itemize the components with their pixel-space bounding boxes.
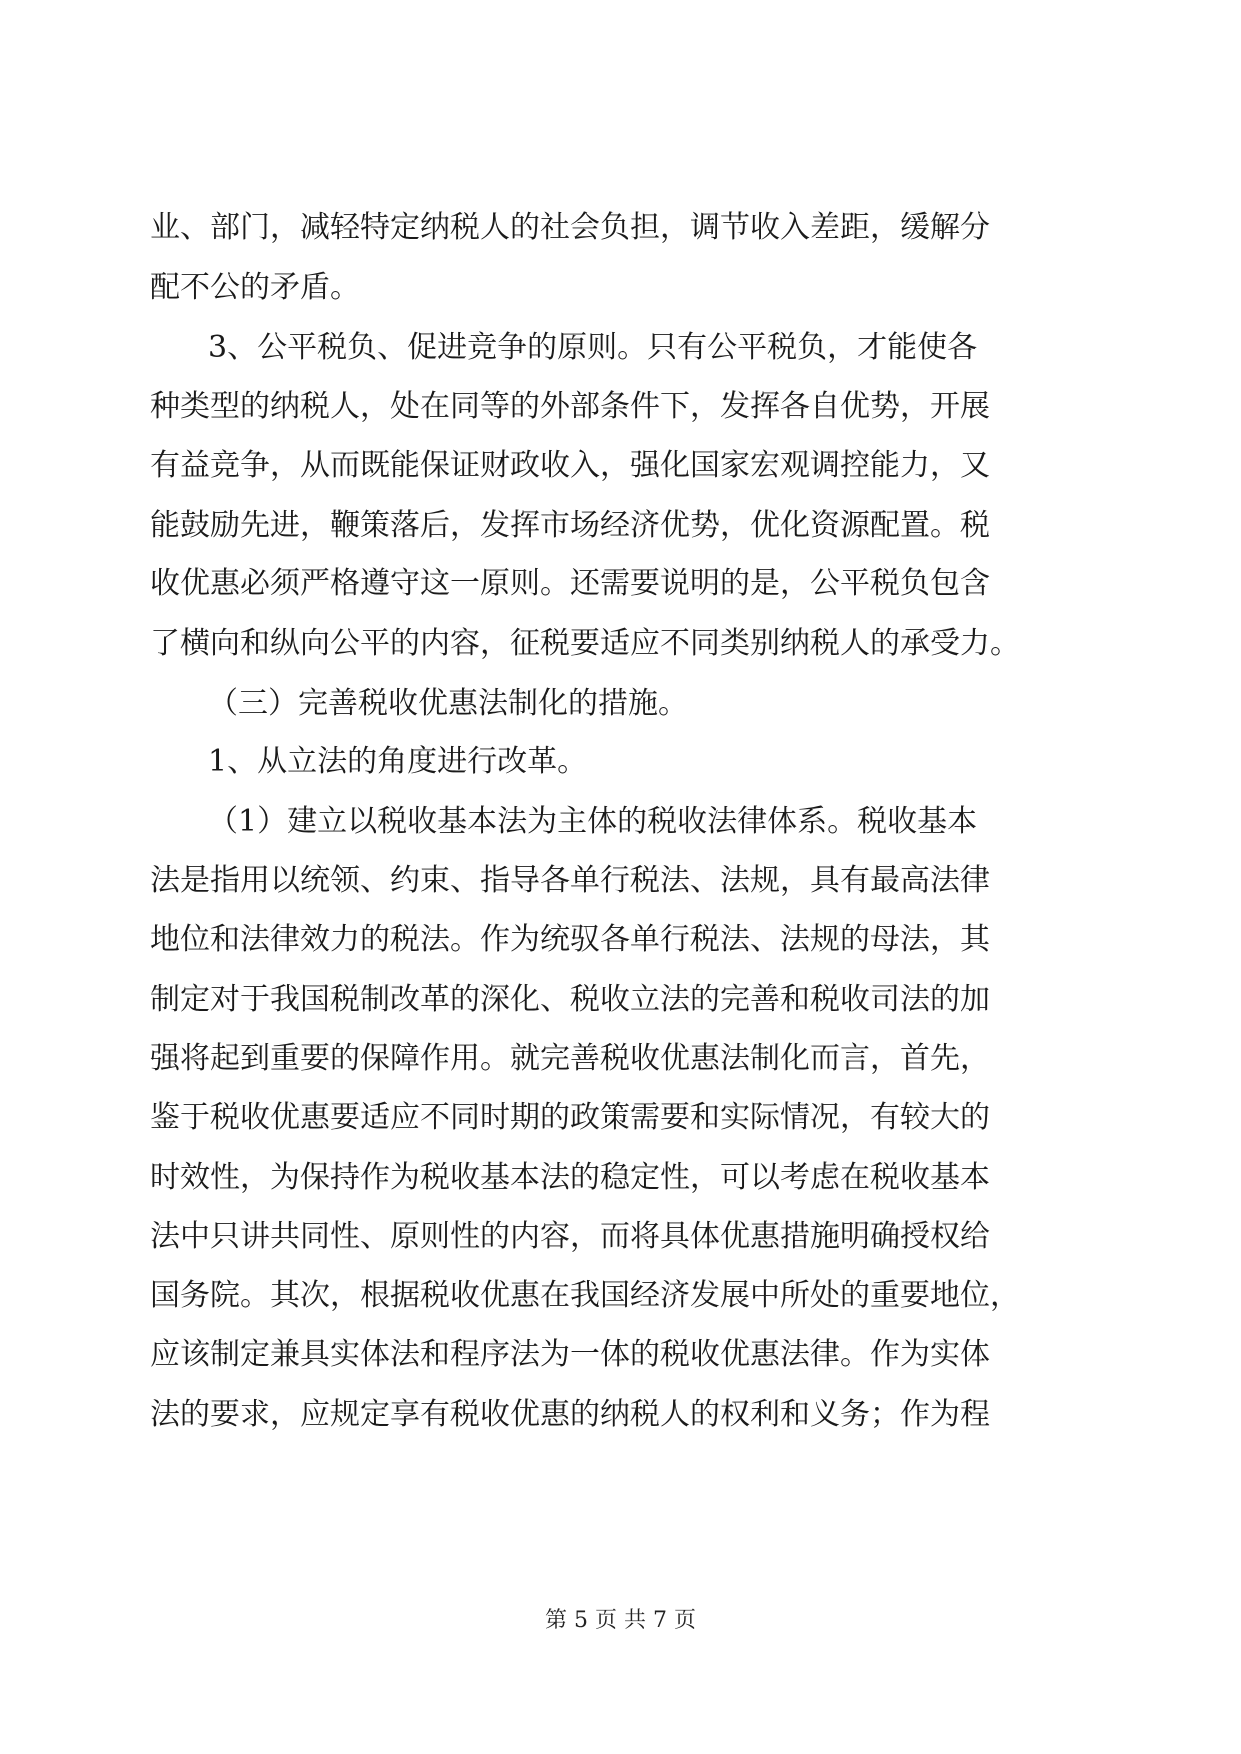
text-line — [0, 624, 1241, 664]
line-text: 收优惠必须严格遵守这一原则。还需要说明的是，公平税负包含 — [150, 566, 990, 601]
line-text: 法的要求，应规定享有税收优惠的纳税人的权利和义务；作为程 — [150, 1397, 990, 1432]
line-text: 应该制定兼具实体法和程序法为一体的税收优惠法律。作为实体 — [150, 1337, 990, 1372]
text-line — [0, 920, 1241, 960]
text-line — [0, 506, 1241, 546]
text-line — [0, 1395, 1241, 1435]
line-text: 地位和法律效力的税法。作为统驭各单行税法、法规的母法，其 — [150, 922, 990, 957]
line-text: （1）建立以税收基本法为主体的税收法律体系。税收基本 — [208, 804, 978, 839]
text-line — [0, 328, 1241, 368]
text-line — [0, 802, 1241, 842]
text-line — [0, 268, 1241, 308]
text-line — [0, 1158, 1241, 1198]
text-line — [0, 1276, 1241, 1316]
line-text: 法中只讲共同性、原则性的内容，而将具体优惠措施明确授权给 — [150, 1219, 990, 1254]
line-text: 国务院。其次，根据税收优惠在我国经济发展中所处的重要地位， — [150, 1278, 1020, 1313]
text-line — [0, 1335, 1241, 1375]
line-text: 3、公平税负、促进竞争的原则。只有公平税负，才能使各 — [208, 330, 978, 365]
text-line — [0, 564, 1241, 604]
line-text: 1、从立法的角度进行改革。 — [208, 744, 588, 779]
page-footer — [0, 1606, 1241, 1636]
text-line — [0, 387, 1241, 427]
text-line — [0, 980, 1241, 1020]
line-text: 种类型的纳税人，处在同等的外部条件下，发挥各自优势，开展 — [150, 389, 990, 424]
line-text: 了横向和纵向公平的内容，征税要适应不同类别纳税人的承受力。 — [150, 626, 1020, 661]
text-line — [0, 861, 1241, 901]
page-number: 第 5 页 共 7 页 — [545, 1608, 696, 1633]
section-heading — [0, 684, 1241, 724]
line-text: 时效性，为保持作为税收基本法的稳定性，可以考虑在税收基本 — [150, 1160, 990, 1195]
subsection-heading — [0, 742, 1241, 782]
text-line — [0, 1098, 1241, 1138]
line-text: 制定对于我国税制改革的深化、税收立法的完善和税收司法的加 — [150, 982, 990, 1017]
text-line — [0, 1217, 1241, 1257]
line-text: （三）完善税收优惠法制化的措施。 — [208, 686, 688, 721]
line-text: 强将起到重要的保障作用。就完善税收优惠法制化而言，首先， — [150, 1041, 990, 1076]
line-text: 鉴于税收优惠要适应不同时期的政策需要和实际情况，有较大的 — [150, 1100, 990, 1135]
line-text: 能鼓励先进，鞭策落后，发挥市场经济优势，优化资源配置。税 — [150, 508, 990, 543]
line-text: 有益竞争，从而既能保证财政收入，强化国家宏观调控能力，又 — [150, 448, 990, 483]
text-line — [0, 446, 1241, 486]
line-text: 业、部门，减轻特定纳税人的社会负担，调节收入差距，缓解分 — [150, 210, 990, 245]
line-text: 法是指用以统领、约束、指导各单行税法、法规，具有最高法律 — [150, 863, 990, 898]
text-line — [0, 208, 1241, 248]
line-text: 配不公的矛盾。 — [150, 270, 360, 305]
text-line — [0, 1039, 1241, 1079]
